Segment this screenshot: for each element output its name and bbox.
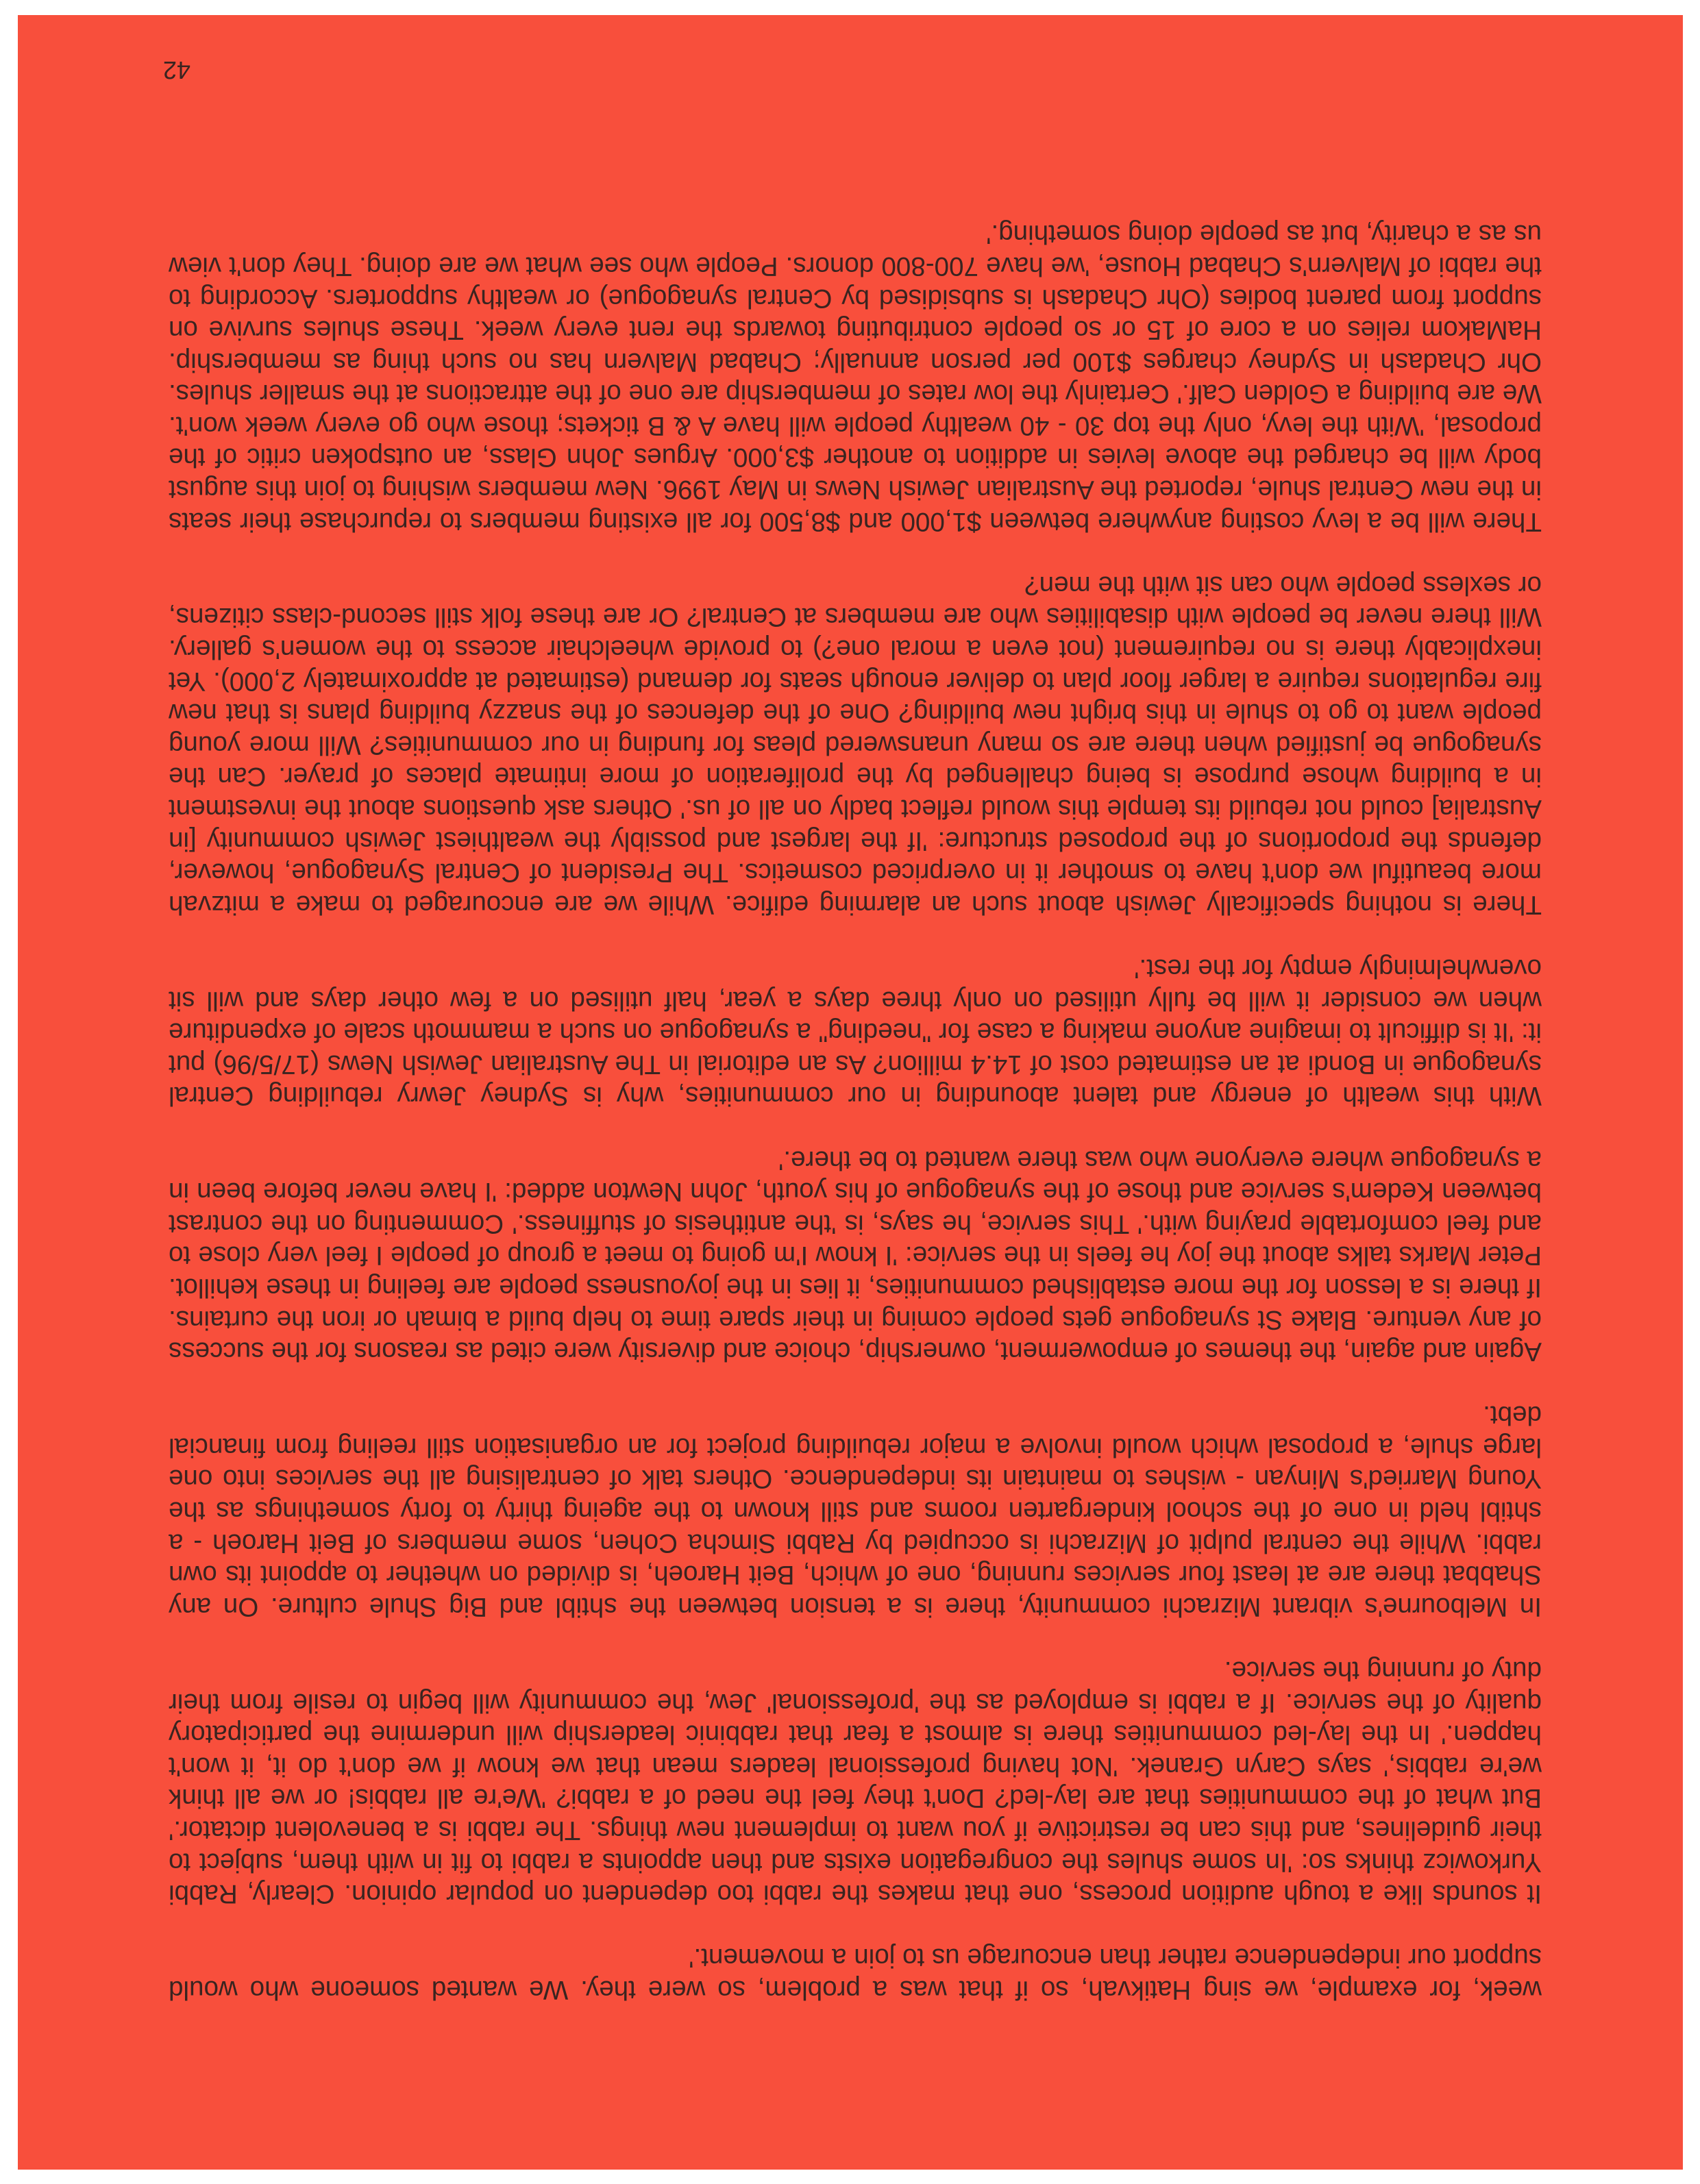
paragraph-hatikvah: week, for example, we sing Hatikvah, so if that was a problem, so were they. We wanted someone who would support our independence rather than encourage us to join a movement.'	[169, 1943, 1542, 2005]
page-number: 42	[162, 56, 190, 84]
paragraph-central-synagogue-cost: With this wealth of energy and talent abounding in our communities, why is Sydney Jewry rebuilding Central synagogue in Bondi at an estimated cost of 14.4 million? As an editorial in The Australian Jewish News (17/5/96) put it: 'It is difficult to imagine anyone making a case for "needing" a synagogue on such a mammoth scale of expenditure when we consider it will be fully utilised on only three days a year, half utilised on a few other days and will sit overwhelmingly empty for the rest.'	[169, 954, 1542, 1111]
paragraph-alarming-edifice: There is nothing specifically Jewish about such an alarming edifice. While we are encouraged to make a mitzvah more beautiful we don't have to smother it in overpriced cosmetics. The President of Central Synagogue, however, defends the proportions of the proposed structure: 'If the largest and possibly the wealthiest Jewish community [in Australia] could not rebuild its temple this would reflect badly on all of us.' Others ask questions about the investment in a building whose purpose is being challenged by the proliferation of more intimate places of prayer. Can the synagogue be justified when there are so many unanswered pleas for funding in our communities? Will more young people want to go to shule in this bright new building? One of the defences of the snazzy building plans is that new fire regulations require a larger floor plan to deliver enough seats for demand (estimated at approximately 2,000). Yet inexplicably there is no requirement (not even a moral one?) to provide wheelchair access to the women's gallery. Will there never be people with disabilities who are members at Central? Or are these folk still second-class citizens, or sexless people who can sit with the men?	[169, 570, 1542, 919]
paragraph-audition-process: It sounds like a tough audition process, one that makes the rabbi too dependent on popular opinion. Clearly, Rabbi Yurkowicz thinks so: 'In some shules the congregation exists and then appoints a rabbi to fit in with them, subject to their guidelines, and this can be restrictive if you want to implement new things. The rabbi is a benevolent dictator.' But what of the communities that are lay-led? Don't they feel the need of a rabbi? 'We're all rabbis! or we all think we're rabbis,' says Caryn Granek. 'Not having professional leaders mean that we know if we don't do it, it won't happen.' In the lay-led communities there is almost a fear that rabbinic leadership will undermine the participatory quality of the service. If a rabbi is employed as the 'professional' Jew, the community will begin to resile from their duty of running the service.	[169, 1656, 1542, 1909]
scanned-page	[18, 15, 1683, 2170]
paragraph-empowerment: Again and again, the themes of empowerment, ownership, choice and diversity were cited as reasons for the success of any venture. Blake St synagogue gets people coming in their spare time to help build a bimah or iron the curtains. If there is a lesson for the more established communities, it lies in the joyousness people are feeling in these kehillot. Peter Marks talks about the joy he feels in the service: 'I know I'm going to meet a group of people I feel very close to and feel comfortable praying with.' This service, he says, is 'the antithesis of stuffiness.' Commenting on the contrast between Kedem's service and those of the synagogue of his youth, John Newton added: 'I have never before been in a synagogue where everyone who was there wanted to be there.'	[169, 1145, 1542, 1367]
paragraph-levy: There will be a levy costing anywhere between $1,000 and $8,500 for all existing members to repurchase their seats in the new Central shule, reported the Australian Jewish News in May 1996. New members wishing to join this august body will be charged the above levies in addition to another $3,000. Argues John Glass, an outspoken critic of the proposal, 'With the levy, only the top 30 - 40 wealthy people will have A & B tickets; those who go every week won't. We are building a Golden Calf.' Certainly the low rates of membership are one of the attractions at the smaller shules. Ohr Chadash in Sydney charges $100 per person annually; Chabad Malvern has no such thing as membership. HaMakom relies on a core of 15 or so people contributing towards the rent every week. These shules survive on support from parent bodies (Ohr Chadash is subsidised by Central synagogue) or wealthy supporters. According to the rabbi of Malvern's Chabad House, 'we have 700-800 donors. People who see what we are doing. They don't view us as a charity, but as people doing something.'	[169, 219, 1542, 536]
article-body	[169, 186, 1542, 2005]
paragraph-mizrachi-community: In Melbourne's vibrant Mizrachi community, there is a tension between the shtibl and Big Shule culture. On any Shabbat there are at least four services running, one of which, Beit Haroeh, is divided on whether to appoint its own rabbi. While the central pulpit of Mizrachi is occupied by Rabbi Simcha Cohen, some members of Beit Haroeh - a shtibl held in one of the school kindergarten rooms and still known to the ageing thirty to forty somethings as the Young Married's Minyan - wishes to maintain its independence. Others talk of centralising all the services into one large shule, a proposal which would involve a major rebuilding project for an organisation still reeling from financial debt.	[169, 1400, 1542, 1622]
page-content-rotated	[18, 15, 1683, 2170]
